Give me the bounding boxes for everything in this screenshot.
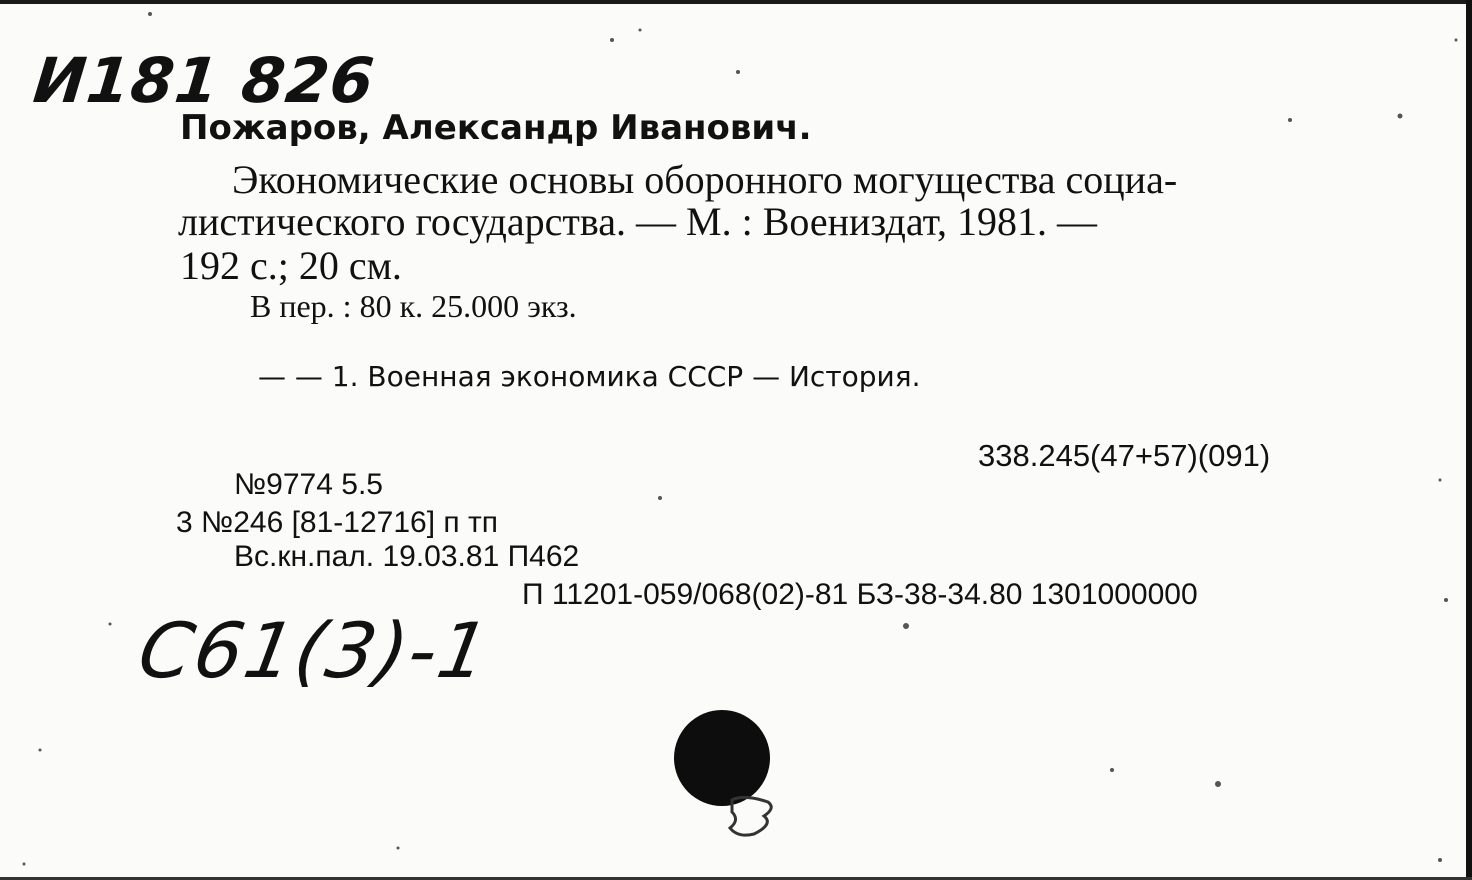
- note-line-1: №9774 5.5: [234, 468, 383, 501]
- title-line-1: Экономические основы оборонного могущества социа-: [232, 157, 1178, 202]
- title-line-3: 192 с.; 20 см.: [180, 243, 402, 288]
- title-line-2: листического государства. — М. : Воениздат, 1981. —: [178, 199, 1098, 244]
- handwritten-call-number: И181 826: [30, 44, 379, 117]
- note-line-3: Вс.кн.пал. 19.03.81 П462: [234, 540, 580, 573]
- note-line-4: П 11201-059/068(02)-81 БЗ-38-34.80 1301000000: [522, 578, 1198, 611]
- punch-hole: [674, 710, 770, 806]
- punch-hole-residue: [724, 794, 784, 840]
- author-heading: Пожаров, Александр Иванович.: [180, 108, 812, 148]
- handwritten-shelf-mark: С61(3)-1: [132, 606, 498, 695]
- note-line-2: 3 №246 [81-12716] п тп: [176, 506, 498, 539]
- subject-heading: — — 1. Военная экономика СССР — История.: [258, 360, 921, 393]
- udc-classification: 338.245(47+57)(091): [978, 438, 1271, 473]
- price-and-print-run: В пер. : 80 к. 25.000 экз.: [250, 288, 577, 324]
